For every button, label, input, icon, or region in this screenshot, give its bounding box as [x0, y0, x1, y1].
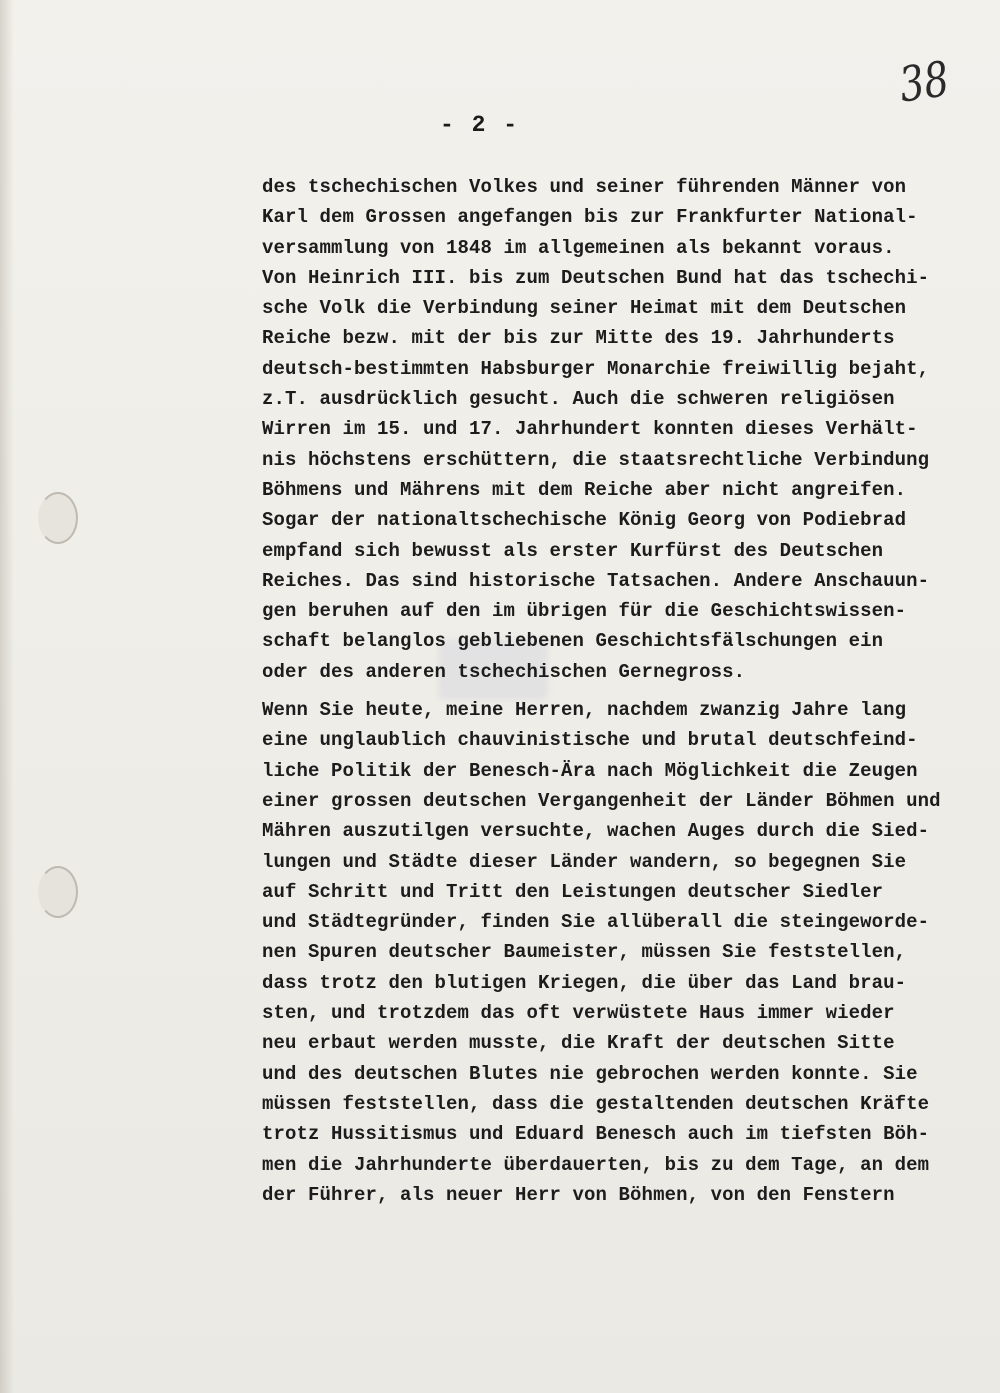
folio-number: 38	[896, 51, 953, 114]
text-line: versammlung von 1848 im allgemeinen als bekannt voraus.	[262, 236, 895, 259]
text-line: oder des anderen tschechischen Gernegross.	[262, 660, 746, 683]
paragraph	[262, 695, 992, 1210]
text-line: Mähren auszutilgen versuchte, wachen Auges durch die Sied-	[262, 820, 930, 843]
text-line: z.T. ausdrücklich gesucht. Auch die schweren religiösen	[262, 388, 895, 411]
text-line: dass trotz den blutigen Kriegen, die über das Land brau-	[262, 971, 907, 994]
text-line: des tschechischen Volkes und seiner führenden Männer von	[262, 176, 907, 198]
body-text	[262, 172, 992, 1210]
text-line: Karl dem Grossen angefangen bis zur Frankfurter National-	[262, 206, 918, 229]
text-line: Reiche bezw. mit der bis zur Mitte des 19. Jahrhunderts	[262, 327, 895, 350]
text-line: auf Schritt und Tritt den Leistungen deutscher Siedler	[262, 880, 884, 903]
text-line: empfand sich bewusst als erster Kurfürst des Deutschen	[262, 539, 884, 562]
text-line: müssen feststellen, dass die gestaltenden deutschen Kräfte	[262, 1092, 930, 1115]
text-line: trotz Hussitismus und Eduard Benesch auch im tiefsten Böh-	[262, 1123, 930, 1146]
text-line: Wenn Sie heute, meine Herren, nachdem zwanzig Jahre lang	[262, 699, 907, 722]
text-line: Wirren im 15. und 17. Jahrhundert konnten dieses Verhält-	[262, 418, 918, 441]
text-line: einer grossen deutschen Vergangenheit der Länder Böhmen und	[262, 789, 941, 812]
text-line: und Städtegründer, finden Sie allüberall die steingeworde-	[262, 911, 930, 934]
text-line: Von Heinrich III. bis zum Deutschen Bund hat das tschechi-	[262, 266, 930, 289]
text-line: der Führer, als neuer Herr von Böhmen, von den Fenstern	[262, 1183, 895, 1206]
text-line: und des deutschen Blutes nie gebrochen werden konnte. Sie	[262, 1062, 918, 1085]
punch-hole	[38, 866, 78, 918]
text-line: men die Jahrhunderte überdauerten, bis zu dem Tage, an dem	[262, 1153, 930, 1176]
text-line: eine unglaublich chauvinistische und brutal deutschfeind-	[262, 729, 918, 752]
text-line: deutsch-bestimmten Habsburger Monarchie freiwillig bejaht,	[262, 357, 930, 380]
text-line: schaft belanglos gebliebenen Geschichtsfälschungen ein	[262, 630, 884, 653]
text-line: neu erbaut werden musste, die Kraft der deutschen Sitte	[262, 1032, 895, 1055]
text-line: liche Politik der Benesch-Ära nach Möglichkeit die Zeugen	[262, 759, 918, 782]
page-edge-shadow	[0, 0, 14, 1393]
page-number: - 2 -	[440, 112, 520, 138]
text-line: Sogar der nationaltschechische König Georg von Podiebrad	[262, 509, 907, 532]
text-line: sche Volk die Verbindung seiner Heimat mit dem Deutschen	[262, 297, 907, 320]
punch-hole	[38, 492, 78, 544]
paragraph	[262, 172, 992, 687]
text-line: Böhmens und Mährens mit dem Reiche aber nicht angreifen.	[262, 478, 907, 501]
text-line: gen beruhen auf den im übrigen für die Geschichtswissen-	[262, 600, 907, 623]
text-line: nen Spuren deutscher Baumeister, müssen Sie feststellen,	[262, 941, 907, 964]
text-line: sten, und trotzdem das oft verwüstete Haus immer wieder	[262, 1002, 895, 1025]
text-line: nis höchstens erschüttern, die staatsrechtliche Verbindung	[262, 448, 930, 471]
text-line: Reiches. Das sind historische Tatsachen. Andere Anschauun-	[262, 569, 930, 592]
text-line: lungen und Städte dieser Länder wandern, so begegnen Sie	[262, 850, 907, 873]
